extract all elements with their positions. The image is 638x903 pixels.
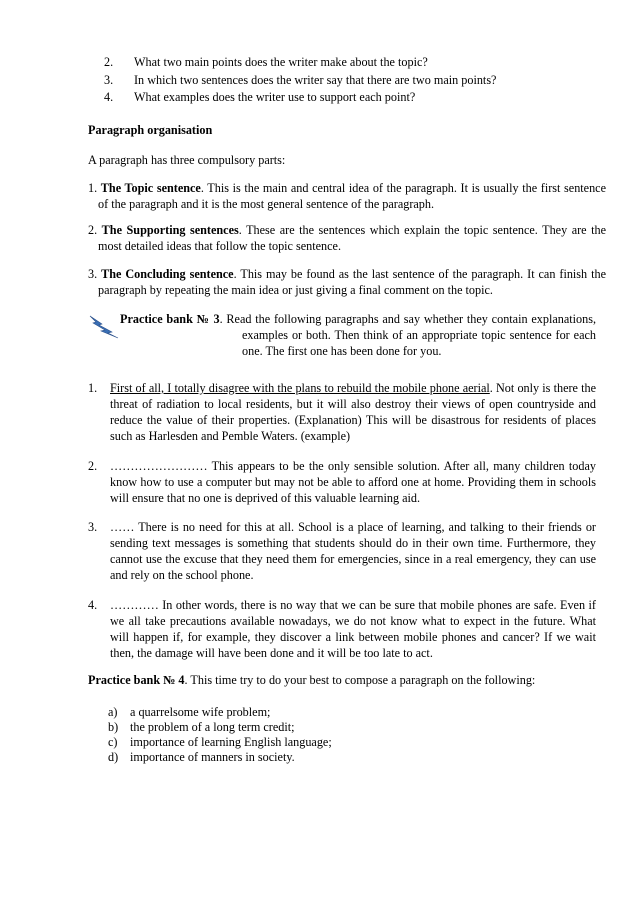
part-number: 2. [88,223,98,237]
topic-letter: d) [108,750,119,764]
practice-bank-text: . This time try to do your best to compose a paragraph on the following: [184,673,536,687]
question-number: 3. [104,73,114,87]
topic-text: importance of learning English language; [130,735,332,749]
paragraph-item [110,458,596,506]
practice-bank-label: Practice bank № 3 [120,312,220,326]
topic-letter: b) [108,720,119,734]
part-concluding-sentence [88,266,606,298]
paragraph-text: …………………… This appears to be the only sensible solution. After all, many children today know how to use a computer but may not be able to afford one at home. Providing them in schools will ensure that no one is deprived of this valuable learning aid. [110,459,596,505]
part-title: The Topic sentence [100,181,201,195]
question-text: What examples does the writer use to support each point? [134,90,416,104]
topic-text: importance of manners in society. [130,750,295,764]
part-topic-sentence [88,180,606,212]
question-number: 4. [104,90,114,104]
part-text: . These are the sentences which explain the topic sentence. They are the most detailed ideas that follow the topic sentence. [98,223,606,253]
part-text: . This may be found as the last sentence of the paragraph. It can finish the paragraph by repeating the main idea or just giving a final comment on the topic. [98,267,606,297]
paragraph-number: 1. [88,381,98,395]
paragraph-item [110,380,596,444]
part-title: The Supporting sentences [101,223,239,237]
paragraph-item [110,519,596,583]
section-heading: Paragraph organisation [88,123,213,137]
part-supporting-sentences [88,222,606,254]
topic-text: the problem of a long term credit; [130,720,295,734]
topic-text: a quarrelsome wife problem; [130,705,271,719]
part-number: 1. [88,181,98,195]
topic-sentence-underlined: First of all, I totally disagree with the plans to rebuild the mobile phone aerial [110,381,490,395]
paragraph-number: 2. [88,459,98,473]
topic-letter: c) [108,735,118,749]
lightning-icon [88,312,120,340]
practice-bank-text: . Read the following paragraphs and say whether they contain explanations, examples or both. Then think of an appropriate topic sentence for each one. The first one has been done for you. [219,312,597,358]
part-number: 3. [88,267,98,281]
paragraph-item [110,597,596,661]
paragraph-text: ………… In other words, there is no way that we can be sure that mobile phones are safe. Even if we all take precautions available nowadays, we do not know what to expect in the future. What will happen if, for example, they discover a link between mobile phones and cancer? If we wait then, the damage will have been done and it will be too late to act. [110,598,596,660]
practice-bank-3 [120,311,596,359]
intro-text: A paragraph has three compulsory parts: [88,153,286,167]
paragraph-number: 3. [88,520,98,534]
paragraph-text: …… There is no need for this at all. School is a place of learning, and talking to their friends or sending text messages is something that students should do in their own time. Furthermore, they cannot use the excuse that they need them for emergencies, since in a real emergency, they can use and rely on the school phone. [110,520,596,582]
paragraph-text: . Not only is there the threat of radiation to local residents, but it will also destroy their views of open countryside and reduce the value of their properties. (Explanation) This will be disastrous for residents of places such as Harlesden and Pemble Waters. (example) [110,381,596,443]
question-text: What two main points does the writer make about the topic? [134,55,428,69]
part-title: The Concluding sentence [101,267,234,281]
practice-bank-4 [88,672,598,688]
topic-letter: a) [108,705,118,719]
question-text: In which two sentences does the writer say that there are two main points? [134,73,497,87]
part-text: . This is the main and central idea of the paragraph. It is usually the first sentence of the paragraph and it is the most general sentence of the paragraph. [98,181,606,211]
question-number: 2. [104,55,114,69]
practice-bank-label: Practice bank № 4 [88,673,185,687]
paragraph-number: 4. [88,598,98,612]
